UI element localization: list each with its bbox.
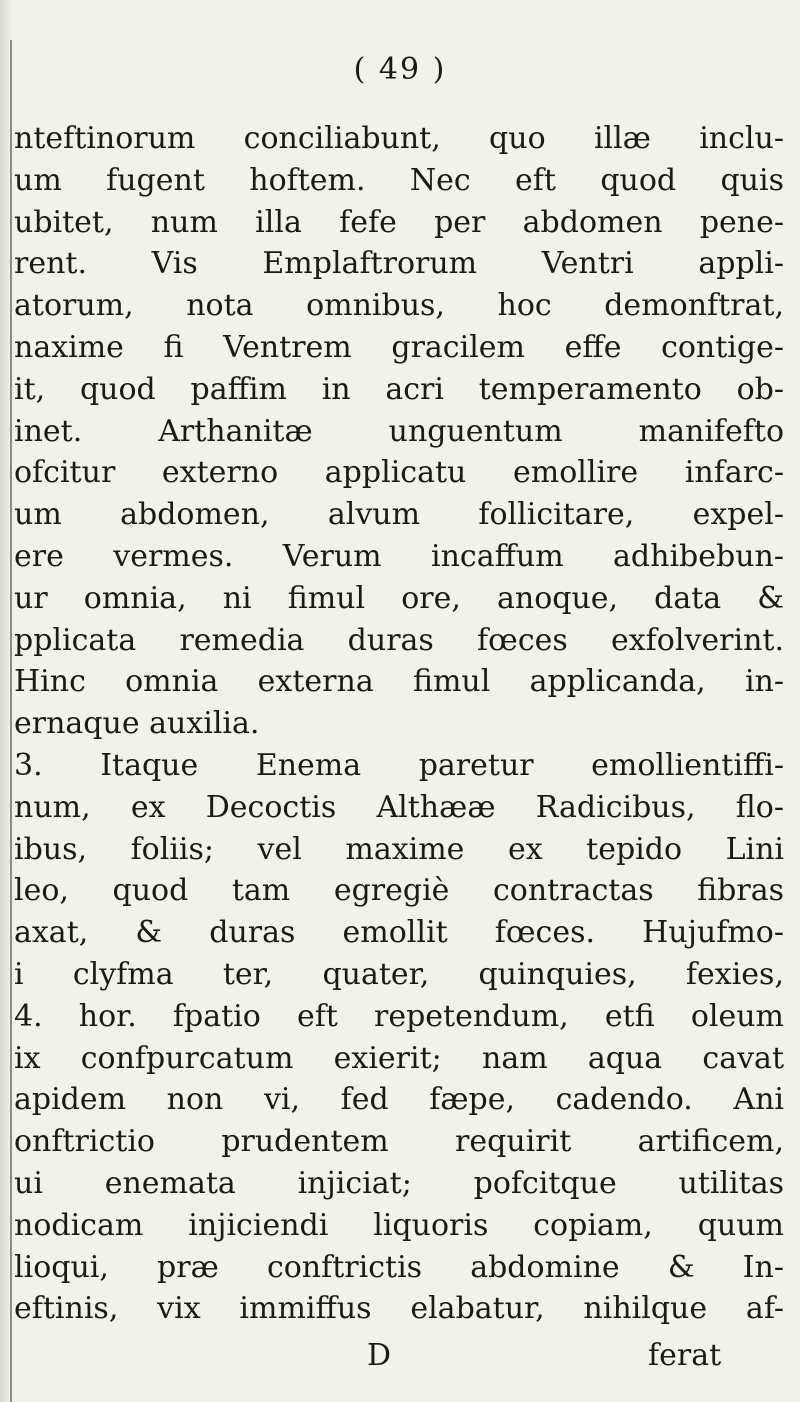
text-line: nodicam injiciendi liquoris copiam, quum xyxy=(14,1207,784,1243)
text-line: i clyfma ter, quater, quinquies, fexies, xyxy=(14,956,784,992)
text-line: inet. Arthanitæ unguentum manifefto xyxy=(14,413,784,449)
page-number: ( 49 ) xyxy=(353,52,447,87)
text-line: ernaque auxilia. xyxy=(14,706,260,742)
text-line: 3. Itaque Enema paretur emollientiffi- xyxy=(14,747,784,783)
text-line: um fugent hoftem. Nec eft quod quis xyxy=(14,162,784,198)
text-line: lioqui, præ conftrictis abdomine & In- xyxy=(14,1249,784,1285)
binding-edge-line xyxy=(10,40,12,1402)
catchword: ferat xyxy=(648,1338,722,1373)
text-line: Hinc omnia externa fimul applicanda, in- xyxy=(14,664,784,700)
text-line: axat, & duras emollit fœces. Hujufmo- xyxy=(14,915,784,951)
text-line: ibus, foliis; vel maxime ex tepido Lini xyxy=(14,831,784,867)
text-line: 4. hor. fpatio eft repetendum, etfi oleum xyxy=(14,998,784,1034)
text-line: nteftinorum conciliabunt, quo illæ inclu- xyxy=(14,121,784,156)
text-line: um abdomen, alvum follicitare, expel- xyxy=(14,497,784,533)
text-line: rent. Vis Emplaftrorum Ventri appli- xyxy=(14,246,784,282)
text-line: pplicata remedia duras fœces exfolverint. xyxy=(14,622,784,658)
text-line: eftinis, vix immiffus elabatur, nihilque af- xyxy=(14,1291,784,1327)
text-line: ubitet, num illa fefe per abdomen pene- xyxy=(14,204,784,240)
text-line: leo, quod tam egregiè contractas fibras xyxy=(14,873,784,909)
page-footer xyxy=(0,1335,800,1377)
text-line: ix confpurcatum exierit; nam aqua cavat xyxy=(14,1040,784,1076)
text-line: atorum, nota omnibus, hoc demonftrat, xyxy=(14,288,784,324)
text-line: ui enemata injiciat; pofcitque utilitas xyxy=(14,1165,784,1201)
text-line: ere vermes. Verum incaffum adhibebun- xyxy=(14,538,784,574)
text-line: ur omnia, ni fimul ore, anoque, data & xyxy=(14,580,784,616)
body-text xyxy=(14,118,784,1330)
text-line: ofcitur externo applicatu emollire infarc- xyxy=(14,455,784,491)
text-line: onftrictio prudentem requirit artificem, xyxy=(14,1124,784,1160)
text-line: apidem non vi, fed fæpe, cadendo. Ani xyxy=(14,1082,784,1118)
text-line: num, ex Decoctis Althææ Radicibus, flo- xyxy=(14,789,784,825)
text-line: naxime fi Ventrem gracilem effe contige- xyxy=(14,329,784,365)
signature-mark: D xyxy=(367,1338,392,1373)
text-line: it, quod paffim in acri temperamento ob- xyxy=(14,371,784,407)
